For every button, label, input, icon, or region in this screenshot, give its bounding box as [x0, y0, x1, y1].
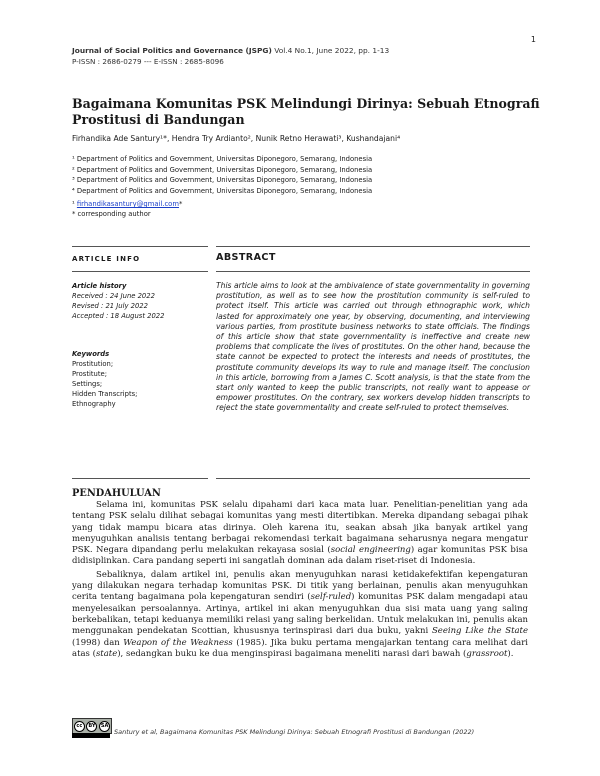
affiliation-item: ¹ Department of Politics and Government, Universitas Diponegoro, Semarang, Indonesia [72, 155, 373, 163]
received-date: Received : 24 June 2022 [72, 292, 155, 300]
paragraph: Selama ini, komunitas PSK selalu dipahami dari kaca mata luar. Penelitian-penelitian yang ada tentang PSK selalu dilihat sebagai komunitas yang mesti ditertibkan. Mereka dipandang sebagai pihak yang tidak mampu bicara atas dirinya. Oleh karena itu, seakan absah jika banyak artikel yang menyuguhkan analisis tentang berbagai rekomendasi terkait bagaimana seharusnya negara mengatur PSK. Negara dipandang perlu melakukan rekayasa sosial (social engineering) agar komunitas PSK bisa didisiplinkan. Cara pandang seperti ini sangatlah dominan ada dalam riset-riset di Indonesia. [72, 500, 528, 567]
affiliation-item: ⁴ Department of Politics and Government, Universitas Diponegoro, Semarang, Indonesia [72, 186, 373, 195]
divider [216, 478, 530, 479]
email-link[interactable]: firhandikasantury@gmail.com [76, 200, 179, 208]
paragraph: Sebaliknya, dalam artikel ini, penulis akan menyuguhkan narasi ketidakefektifan kepengaturan yang dilakukan negara terhadap komunitas PSK. Di titik yang berlainan, penulis akan menyuguhkan cerita tentang bagaimana pola kepengaturan sendiri (self-ruled) komunitas PSK dalam mengadapi atau menyelesaikan persoalannya. Artinya, artikel ini akan menyuguhkan dua sisi mata uang yang saling berkebalikan, tetapi keduanya memiliki relasi yang saling berkelidan. Untuk melakukan ini, penulis akan menggunakan pendekatan Scottian, khususnya terinspirasi dari dua buku, yakni Seeing Like the State (1998) dan Weapon of the Weakness (1985). Jika buku pertama mengajarkan tentang cara melihat dari atas (state), sedangkan buku ke dua menginspirasi bagaimana meneliti narasi dari bawah (grassroot). [72, 569, 529, 659]
divider [216, 271, 530, 272]
cc-license-icon[interactable] [72, 718, 112, 734]
page-number: 1 [530, 35, 536, 44]
affiliation-item: ² Department of Politics and Government, Universitas Diponegoro, Semarang, Indonesia [72, 165, 373, 174]
sa-icon: SA [99, 721, 110, 732]
keyword-item: Hidden Transcripts; [72, 390, 138, 398]
journal-volume-info: Vol.4 No.1, June 2022, pp. 1-13 [271, 46, 390, 55]
abstract-text: This article aims to look at the ambivalence of state governmentality in governing prostitution, as well as to see how the prostitution community is self-ruled to protect itself. This article was carried out through ethnographic work, which lasted for approximately one year, by observing, documenting, and interviewing various parties, from prostitute business networks to state officials. The findings of this article show that state governmentality is ineffective and create new problems that complicate the lives of prostitutes. On the other hand, because the state cannot be expected to protect the interests and needs of prostitutes, the prostitute community develops its way to rule and manage itself. The conclusion in this article, borrowing from a James C. Scott analysis, is that the state from the start only wanted to keep the public transcripts, not really want to appease or empower prostitutes. On the contrary, sex workers develop hidden transcripts to reject the state governmentality and create self-ruled to protect themselves. [216, 281, 530, 413]
keyword-item: Ethnography [72, 400, 116, 408]
journal-name: Journal of Social Politics and Governance (JSPG) [72, 46, 272, 55]
cc-icon: cc [74, 721, 85, 732]
email-suffix: * [178, 200, 183, 208]
article-history [72, 281, 164, 321]
accepted-date: Accepted : 18 August 2022 [72, 312, 165, 320]
contact-block [72, 199, 182, 219]
section-heading: PENDAHULUAN [72, 488, 161, 499]
abstract-heading: ABSTRACT [216, 252, 276, 263]
by-icon: BY [86, 721, 97, 732]
keyword-item: Prostitution; [72, 360, 114, 368]
history-heading: Article history [72, 282, 127, 290]
divider [72, 246, 208, 247]
body-text [72, 500, 528, 662]
revised-date: Revised : 21 July 2022 [72, 302, 148, 310]
issn-line: P-ISSN : 2686-0279 --- E-ISSN : 2685-8096 [72, 57, 224, 66]
keyword-item: Settings; [72, 380, 103, 388]
article-info-heading: ARTICLE INFO [72, 255, 141, 263]
article-title: Bagaimana Komunitas PSK Melindungi Dirinya: Sebuah Etnografi Prostitusi di Bandungan [72, 96, 540, 127]
affiliation-list [72, 154, 372, 196]
divider [72, 478, 208, 479]
divider [216, 246, 530, 247]
journal-citation [72, 46, 389, 56]
divider [72, 271, 208, 272]
cc-license-strip [72, 733, 110, 738]
page-footer: Santury et al, Bagaimana Komunitas PSK Melindungi Dirinya: Sebuah Etnografi Prostitusi di Bandungan (2022) [114, 728, 475, 736]
email-prefix: ¹ [72, 200, 77, 208]
author-list: Firhandika Ade Santury¹*, Hendra Try Ardianto², Nunik Retno Herawati³, Kushandajani⁴ [72, 134, 401, 143]
corresponding-author-note: * corresponding author [72, 210, 151, 218]
keywords-block [72, 349, 137, 409]
affiliation-item: ³ Department of Politics and Government, Universitas Diponegoro, Semarang, Indonesia [72, 176, 373, 184]
keywords-heading: Keywords [72, 350, 110, 358]
keyword-item: Prostitute; [72, 370, 107, 378]
